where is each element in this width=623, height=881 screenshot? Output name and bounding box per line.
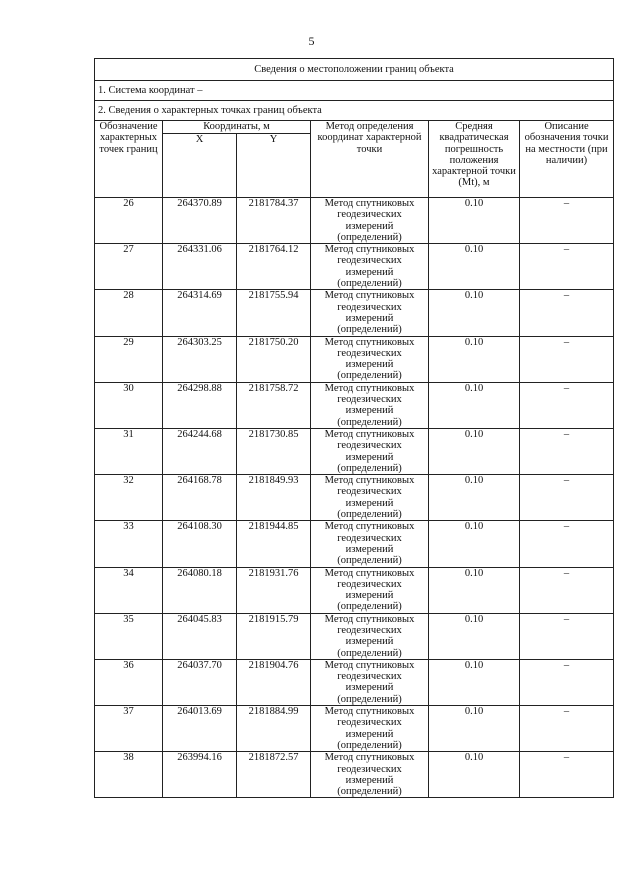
cell-point: 36 xyxy=(95,659,163,705)
header-point-name: Обозначение характерных точек границ xyxy=(95,121,163,198)
cell-y: 2181784.37 xyxy=(237,198,311,244)
cell-error: 0.10 xyxy=(429,567,520,613)
cell-x: 264080.18 xyxy=(163,567,237,613)
cell-y: 2181750.20 xyxy=(237,336,311,382)
table-row xyxy=(95,382,614,428)
cell-description: – xyxy=(520,567,614,613)
cell-y: 2181755.94 xyxy=(237,290,311,336)
cell-x: 264037.70 xyxy=(163,659,237,705)
table-row xyxy=(95,475,614,521)
cell-point: 37 xyxy=(95,706,163,752)
cell-method: Метод спутниковых геодезических измерений (определений) xyxy=(311,752,429,798)
cell-error: 0.10 xyxy=(429,382,520,428)
cell-error: 0.10 xyxy=(429,475,520,521)
cell-point: 30 xyxy=(95,382,163,428)
table-row xyxy=(95,567,614,613)
cell-error: 0.10 xyxy=(429,613,520,659)
cell-point: 29 xyxy=(95,336,163,382)
cell-method: Метод спутниковых геодезических измерений (определений) xyxy=(311,613,429,659)
table-row xyxy=(95,706,614,752)
table-row xyxy=(95,244,614,290)
cell-error: 0.10 xyxy=(429,521,520,567)
cell-method: Метод спутниковых геодезических измерений (определений) xyxy=(311,706,429,752)
cell-error: 0.10 xyxy=(429,706,520,752)
cell-method: Метод спутниковых геодезических измерений (определений) xyxy=(311,198,429,244)
boundary-points-table xyxy=(94,58,614,798)
cell-point: 31 xyxy=(95,428,163,474)
cell-method: Метод спутниковых геодезических измерений (определений) xyxy=(311,382,429,428)
cell-point: 33 xyxy=(95,521,163,567)
cell-method: Метод спутниковых геодезических измерений (определений) xyxy=(311,521,429,567)
cell-description: – xyxy=(520,706,614,752)
cell-method: Метод спутниковых геодезических измерений (определений) xyxy=(311,475,429,521)
header-y: Y xyxy=(237,134,311,198)
cell-description: – xyxy=(520,659,614,705)
cell-method: Метод спутниковых геодезических измерений (определений) xyxy=(311,567,429,613)
cell-x: 264314.69 xyxy=(163,290,237,336)
cell-x: 264370.89 xyxy=(163,198,237,244)
cell-point: 34 xyxy=(95,567,163,613)
table-row xyxy=(95,290,614,336)
cell-x: 264303.25 xyxy=(163,336,237,382)
cell-x: 264244.68 xyxy=(163,428,237,474)
cell-error: 0.10 xyxy=(429,752,520,798)
cell-error: 0.10 xyxy=(429,290,520,336)
cell-description: – xyxy=(520,613,614,659)
cell-error: 0.10 xyxy=(429,659,520,705)
cell-description: – xyxy=(520,290,614,336)
cell-x: 264331.06 xyxy=(163,244,237,290)
cell-method: Метод спутниковых геодезических измерений (определений) xyxy=(311,659,429,705)
table-row xyxy=(95,613,614,659)
table-row xyxy=(95,659,614,705)
cell-description: – xyxy=(520,475,614,521)
cell-x: 264045.83 xyxy=(163,613,237,659)
cell-y: 2181758.72 xyxy=(237,382,311,428)
cell-point: 35 xyxy=(95,613,163,659)
cell-point: 32 xyxy=(95,475,163,521)
cell-y: 2181730.85 xyxy=(237,428,311,474)
table-row xyxy=(95,521,614,567)
cell-x: 263994.16 xyxy=(163,752,237,798)
header-x: X xyxy=(163,134,237,198)
cell-description: – xyxy=(520,521,614,567)
cell-point: 28 xyxy=(95,290,163,336)
cell-y: 2181884.99 xyxy=(237,706,311,752)
cell-y: 2181944.85 xyxy=(237,521,311,567)
coordinate-system-label: 1. Система координат – xyxy=(95,81,614,101)
cell-y: 2181931.76 xyxy=(237,567,311,613)
cell-x: 264013.69 xyxy=(163,706,237,752)
cell-x: 264108.30 xyxy=(163,521,237,567)
page-number: 5 xyxy=(308,34,315,48)
header-method: Метод определения координат характерной точки xyxy=(311,121,429,198)
cell-description: – xyxy=(520,244,614,290)
table-title: Сведения о местоположении границ объекта xyxy=(95,59,614,81)
cell-description: – xyxy=(520,336,614,382)
cell-y: 2181904.76 xyxy=(237,659,311,705)
cell-description: – xyxy=(520,382,614,428)
cell-y: 2181915.79 xyxy=(237,613,311,659)
cell-x: 264168.78 xyxy=(163,475,237,521)
cell-error: 0.10 xyxy=(429,428,520,474)
cell-y: 2181849.93 xyxy=(237,475,311,521)
header-error: Средняя квадратическая погрешность положения характерной точки (Mt), м xyxy=(429,121,520,198)
cell-method: Метод спутниковых геодезических измерений (определений) xyxy=(311,244,429,290)
cell-point: 27 xyxy=(95,244,163,290)
cell-description: – xyxy=(520,198,614,244)
cell-description: – xyxy=(520,428,614,474)
table-row xyxy=(95,752,614,798)
cell-error: 0.10 xyxy=(429,244,520,290)
header-coordinates: Координаты, м xyxy=(163,121,311,134)
cell-error: 0.10 xyxy=(429,198,520,244)
cell-method: Метод спутниковых геодезических измерений (определений) xyxy=(311,336,429,382)
table-row xyxy=(95,428,614,474)
cell-description: – xyxy=(520,752,614,798)
cell-method: Метод спутниковых геодезических измерений (определений) xyxy=(311,290,429,336)
cell-point: 26 xyxy=(95,198,163,244)
points-section-label: 2. Сведения о характерных точках границ объекта xyxy=(95,101,614,121)
cell-y: 2181872.57 xyxy=(237,752,311,798)
cell-x: 264298.88 xyxy=(163,382,237,428)
cell-point: 38 xyxy=(95,752,163,798)
cell-method: Метод спутниковых геодезических измерений (определений) xyxy=(311,428,429,474)
header-description: Описание обозначения точки на местности (при наличии) xyxy=(520,121,614,198)
table-row xyxy=(95,198,614,244)
cell-y: 2181764.12 xyxy=(237,244,311,290)
table-row xyxy=(95,336,614,382)
cell-error: 0.10 xyxy=(429,336,520,382)
